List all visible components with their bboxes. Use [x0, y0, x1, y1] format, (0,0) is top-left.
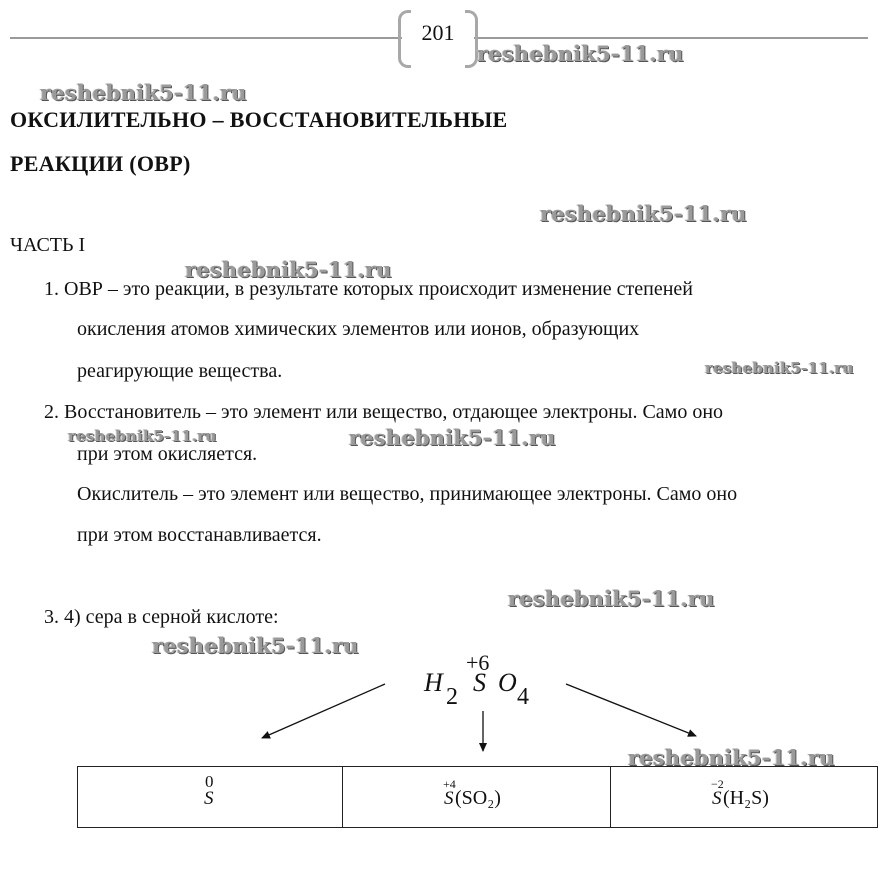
- cell-symbol: S: [204, 788, 214, 809]
- item-1-line-2: окисления атомов химических элементов или ионов, образующих: [77, 318, 640, 340]
- cell-oxidation-state: +4: [443, 777, 456, 791]
- oxidation-state-label: +6: [466, 650, 490, 675]
- cell-oxidation-state: 0: [205, 772, 214, 791]
- watermark: reshebnik5-11.ru: [152, 633, 359, 658]
- table-cell: [78, 767, 343, 827]
- watermark: reshebnik5-11.ru: [705, 359, 854, 377]
- item-2-line-3: Окислитель – это элемент или вещество, принимающее электроны. Само оно: [77, 483, 738, 505]
- cell-compound: (SO₂): [455, 787, 501, 809]
- formula-h: H: [424, 668, 443, 697]
- watermark: reshebnik5-11.ru: [185, 257, 392, 282]
- formula-o-sub: 4: [517, 684, 529, 710]
- item-3-line-1: 3. 4) сера в серной кислоте:: [44, 606, 279, 628]
- formula-o: O: [498, 668, 517, 697]
- watermark: reshebnik5-11.ru: [540, 201, 747, 226]
- cell-symbol: S: [712, 788, 722, 809]
- part-label: ЧАСТЬ I: [10, 234, 86, 256]
- watermark: reshebnik5-11.ru: [349, 425, 556, 450]
- item-2-line-2: при этом окисляется.: [77, 443, 258, 465]
- cell-symbol: S: [444, 788, 454, 809]
- watermark: reshebnik5-11.ru: [40, 80, 247, 105]
- cell-compound: (H₂S): [723, 787, 769, 809]
- item-2-line-4: при этом восстанавливается.: [77, 524, 322, 546]
- watermark: reshebnik5-11.ru: [508, 586, 715, 611]
- page-title-line-1: ОКСИЛИТЕЛЬНО – ВОССТАНОВИТЕЛЬНЫЕ: [10, 107, 508, 132]
- formula-s: S: [473, 668, 486, 697]
- item-1-line-3: реагирующие вещества.: [77, 360, 283, 382]
- table-cell: [343, 767, 611, 827]
- page-number: 201: [421, 20, 455, 45]
- item-2-line-1: 2. Восстановитель – это элемент или вещество, отдающее электроны. Само оно: [44, 401, 724, 423]
- formula-h-sub: 2: [446, 684, 458, 710]
- oxidation-table: [77, 766, 878, 828]
- cell-oxidation-state: −2: [711, 777, 724, 791]
- table-cell: [611, 767, 877, 827]
- watermark: reshebnik5-11.ru: [628, 745, 835, 770]
- watermark: reshebnik5-11.ru: [68, 427, 217, 445]
- item-1-line-1: 1. ОВР – это реакции, в результате которых происходит изменение степеней: [44, 278, 693, 300]
- arrow-right: [566, 684, 696, 736]
- arrow-left: [262, 684, 385, 738]
- watermark: reshebnik5-11.ru: [477, 41, 684, 66]
- page-title-line-2: РЕАКЦИИ (ОВР): [10, 151, 191, 176]
